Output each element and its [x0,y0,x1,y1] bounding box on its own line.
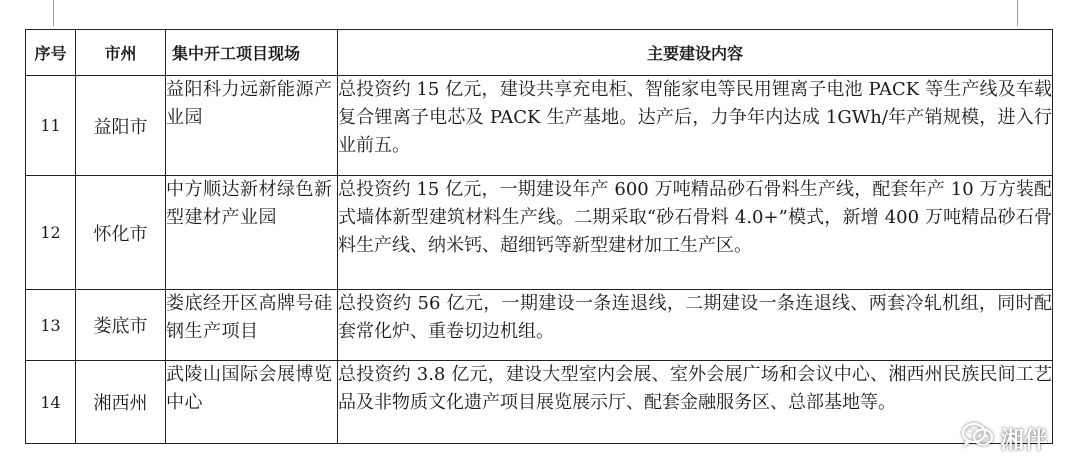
project-table [25,29,1053,444]
table-row [26,176,1053,290]
crop-mark-left [53,0,54,26]
header-content: 主要建设内容 [338,30,1053,76]
watermark [961,420,1048,455]
table-row [26,76,1053,176]
row-project: 武陵山国际会展博览中心 [166,361,338,444]
row-index: 11 [26,76,76,176]
row-content: 总投资约 15 亿元，一期建设年产 600 万吨精品砂石骨料生产线，配套年产 10 万方装配式墙体新型建筑材料生产线。二期采取“砂石骨料 4.0+”模式，新增 400 万吨精品砂石骨料生产线、纳米钙、超细钙等新型建材加工生产区。 [338,176,1053,290]
row-city: 湘西州 [76,361,166,444]
row-city: 益阳市 [76,76,166,176]
row-content: 总投资约 3.8 亿元，建设大型室内会展、室外会展广场和会议中心、湘西州民族民间工艺品及非物质文化遗产项目展览展示厅、配套金融服务区、总部基地等。 [338,361,1053,444]
crop-mark-right [1017,0,1018,26]
row-city: 娄底市 [76,290,166,361]
wechat-icon [961,422,995,454]
table-row [26,361,1053,444]
watermark-text: 湘伴 [1000,426,1048,454]
row-city: 怀化市 [76,176,166,290]
table-row [26,290,1053,361]
row-content: 总投资约 15 亿元，建设共享充电柜、智能家电等民用锂离子电池 PACK 等生产线及车载复合锂离子电芯及 PACK 生产基地。达产后，力争年内达成 1GWh/年产销规模，进入行业前五。 [338,76,1053,176]
header-city: 市州 [76,30,166,76]
header-index: 序号 [26,30,76,76]
row-index: 13 [26,290,76,361]
row-content: 总投资约 56 亿元，一期建设一条连退线，二期建设一条连退线、两套冷轧机组，同时配套常化炉、重卷切边机组。 [338,290,1053,361]
row-project: 中方顺达新材绿色新型建材产业园 [166,176,338,290]
row-project: 娄底经开区高牌号硅钢生产项目 [166,290,338,361]
table-header-row [26,30,1053,76]
row-index: 12 [26,176,76,290]
row-index: 14 [26,361,76,444]
header-project: 集中开工项目现场 [166,30,338,76]
row-project: 益阳科力远新能源产业园 [166,76,338,176]
